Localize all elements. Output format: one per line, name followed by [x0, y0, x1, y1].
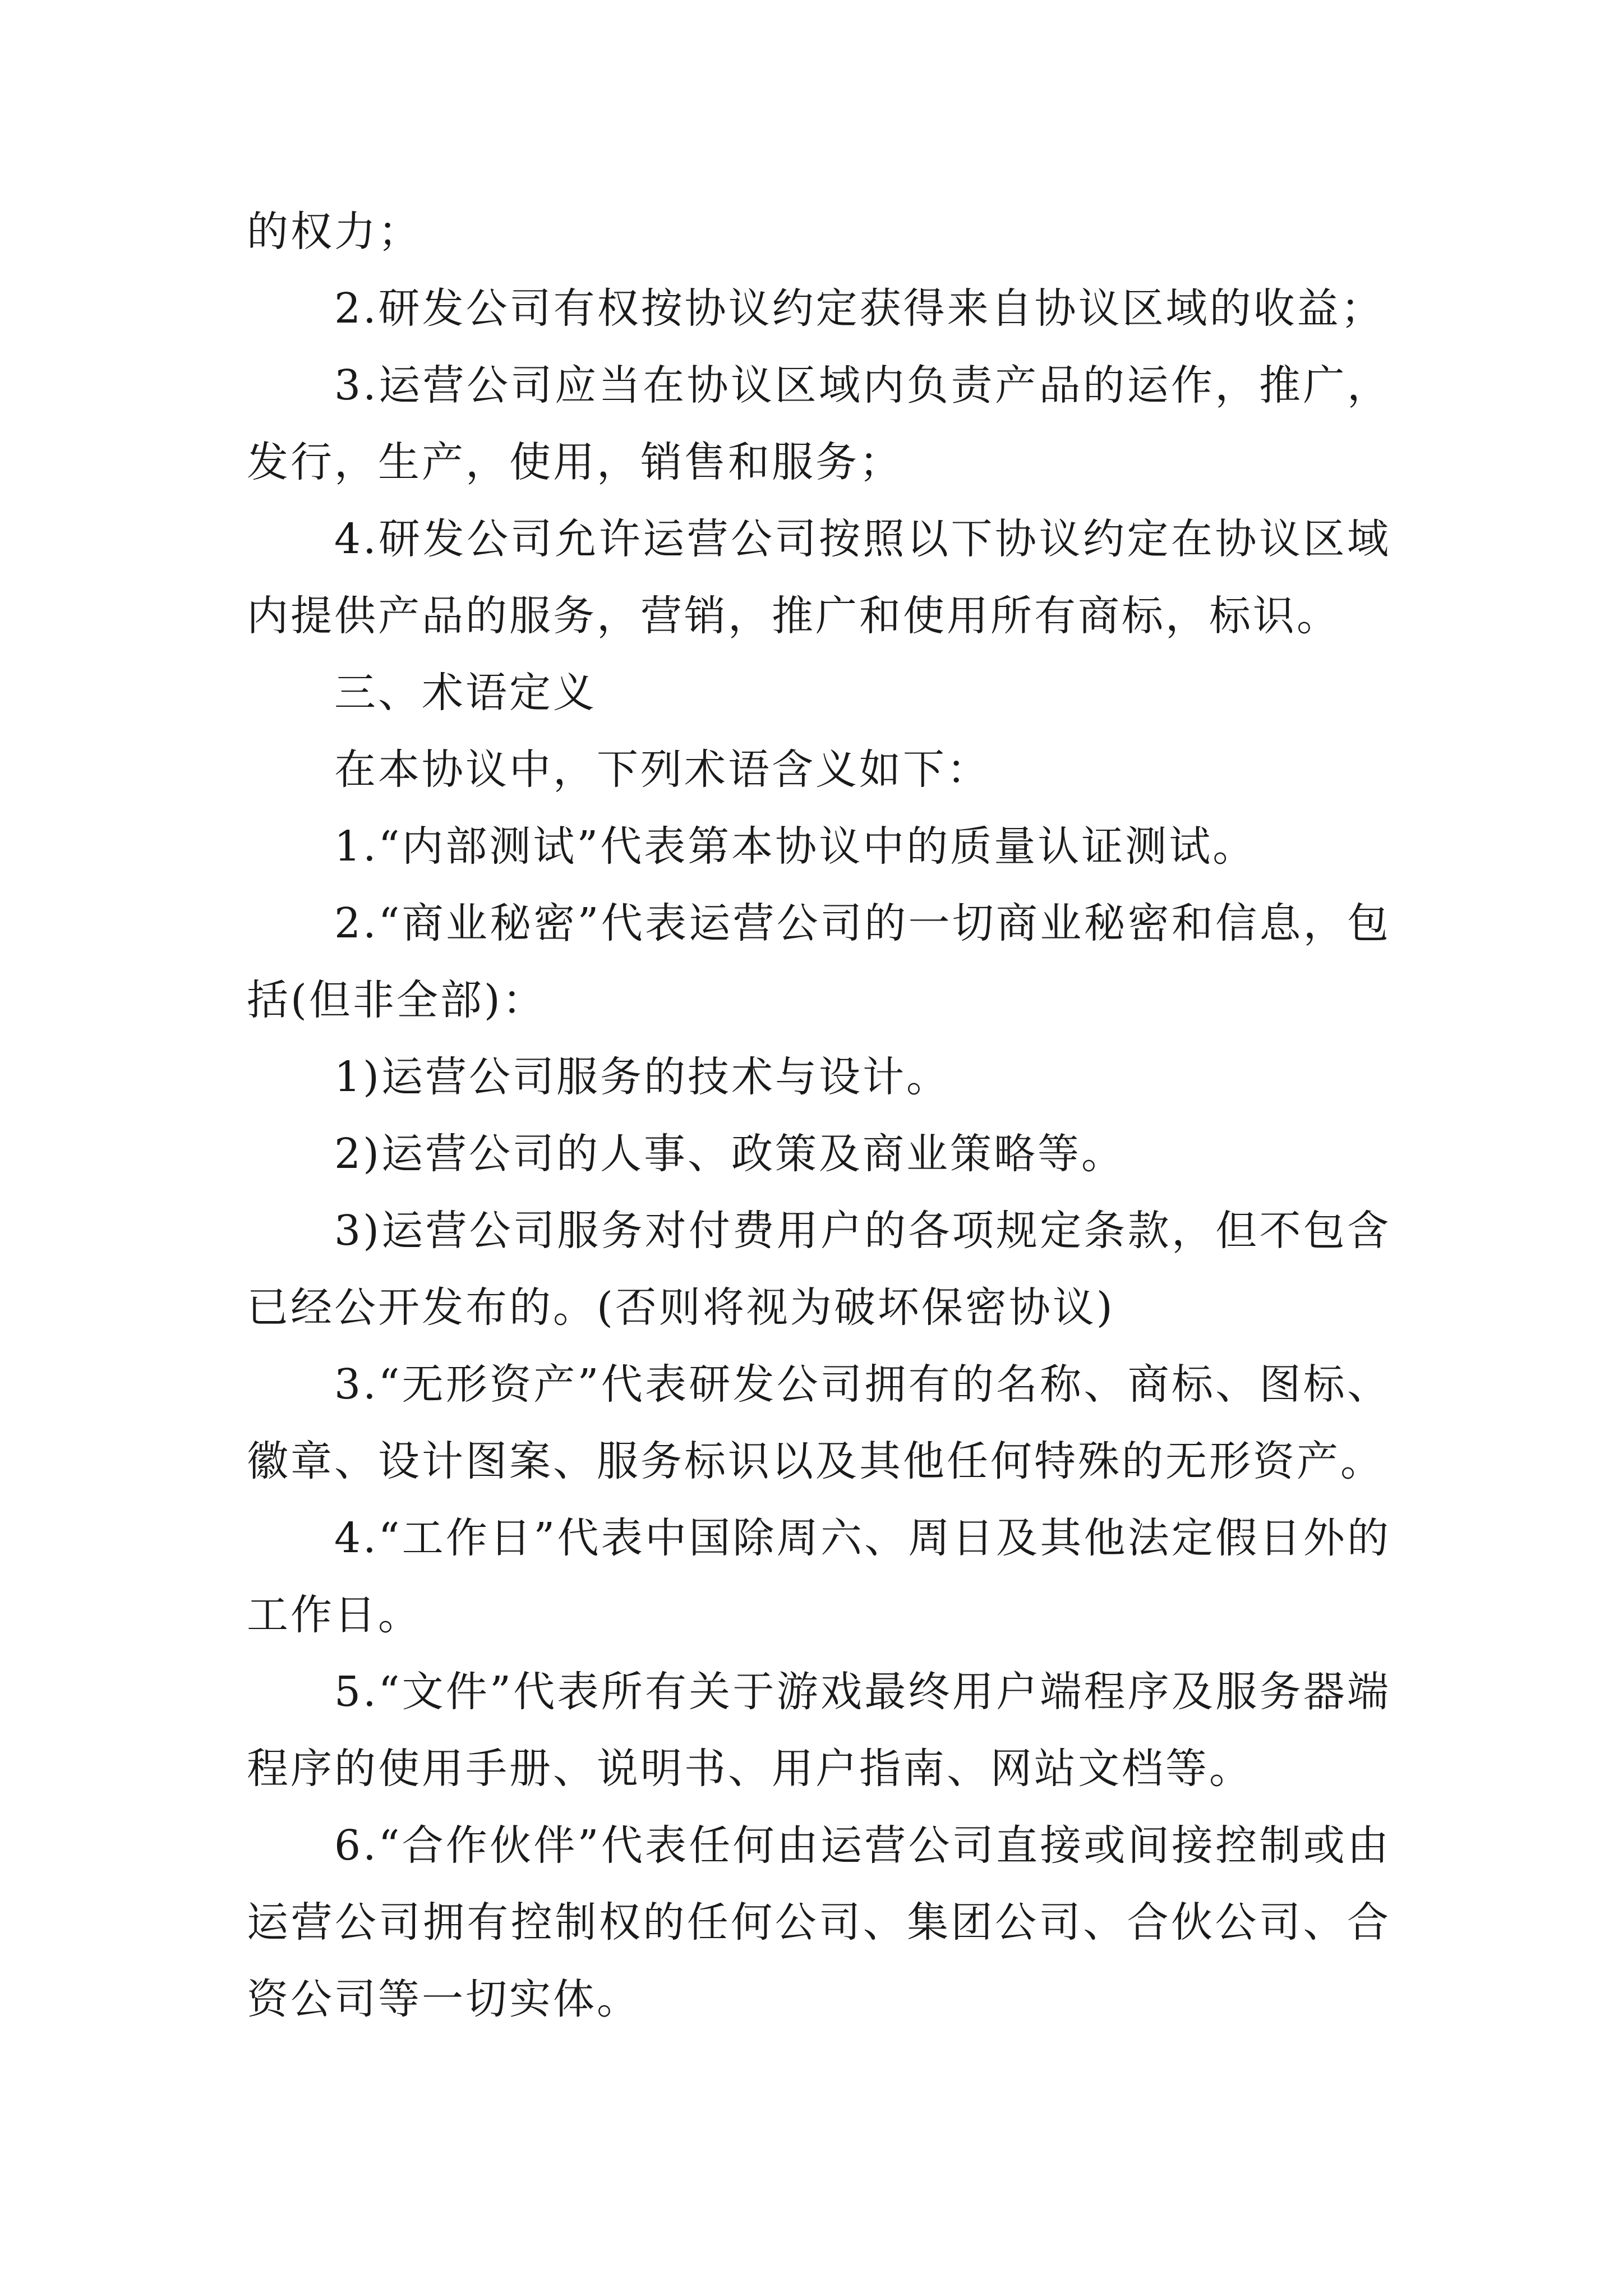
paragraph: 3)运营公司服务对付费用户的各项规定条款，但不包含已经公开发布的。(否则将视为破坏保密协议) [247, 1207, 1391, 1332]
paragraph: 2.“商业秘密”代表运营公司的一切商业秘密和信息，包括(但非全部)： [247, 899, 1391, 1024]
paragraph: 的权力； [247, 208, 422, 256]
paragraph: 4.研发公司允许运营公司按照以下协议约定在协议区域内提供产品的服务，营销，推广和使用所有商标，标识。 [247, 515, 1391, 640]
paragraph: 4.“工作日”代表中国除周六、周日及其他法定假日外的工作日。 [247, 1514, 1391, 1639]
paragraph: 1)运营公司服务的技术与设计。 [334, 1053, 950, 1101]
paragraph: 3.“无形资产”代表研发公司拥有的名称、商标、图标、徽章、设计图案、服务标识以及其他任何特殊的无形资产。 [247, 1360, 1391, 1485]
paragraph: 2)运营公司的人事、政策及商业策略等。 [334, 1130, 1125, 1178]
document-body [247, 194, 1391, 2038]
paragraph: 3.运营公司应当在协议区域内负责产品的运作，推广，发行，生产，使用，销售和服务； [247, 361, 1391, 486]
paragraph: 1.“内部测试”代表第本协议中的质量认证测试。 [334, 822, 1257, 871]
section-heading: 三、术语定义 [334, 669, 597, 717]
paragraph: 在本协议中，下列术语含义如下： [334, 746, 990, 794]
paragraph: 6.“合作伙伴”代表任何由运营公司直接或间接控制或由运营公司拥有控制权的任何公司、集团公司、合伙公司、合资公司等一切实体。 [247, 1821, 1391, 2023]
paragraph: 2.研发公司有权按协议约定获得来自协议区域的收益； [334, 284, 1385, 333]
paragraph: 5.“文件”代表所有关于游戏最终用户端程序及服务器端程序的使用手册、说明书、用户指南、网站文档等。 [247, 1668, 1391, 1793]
